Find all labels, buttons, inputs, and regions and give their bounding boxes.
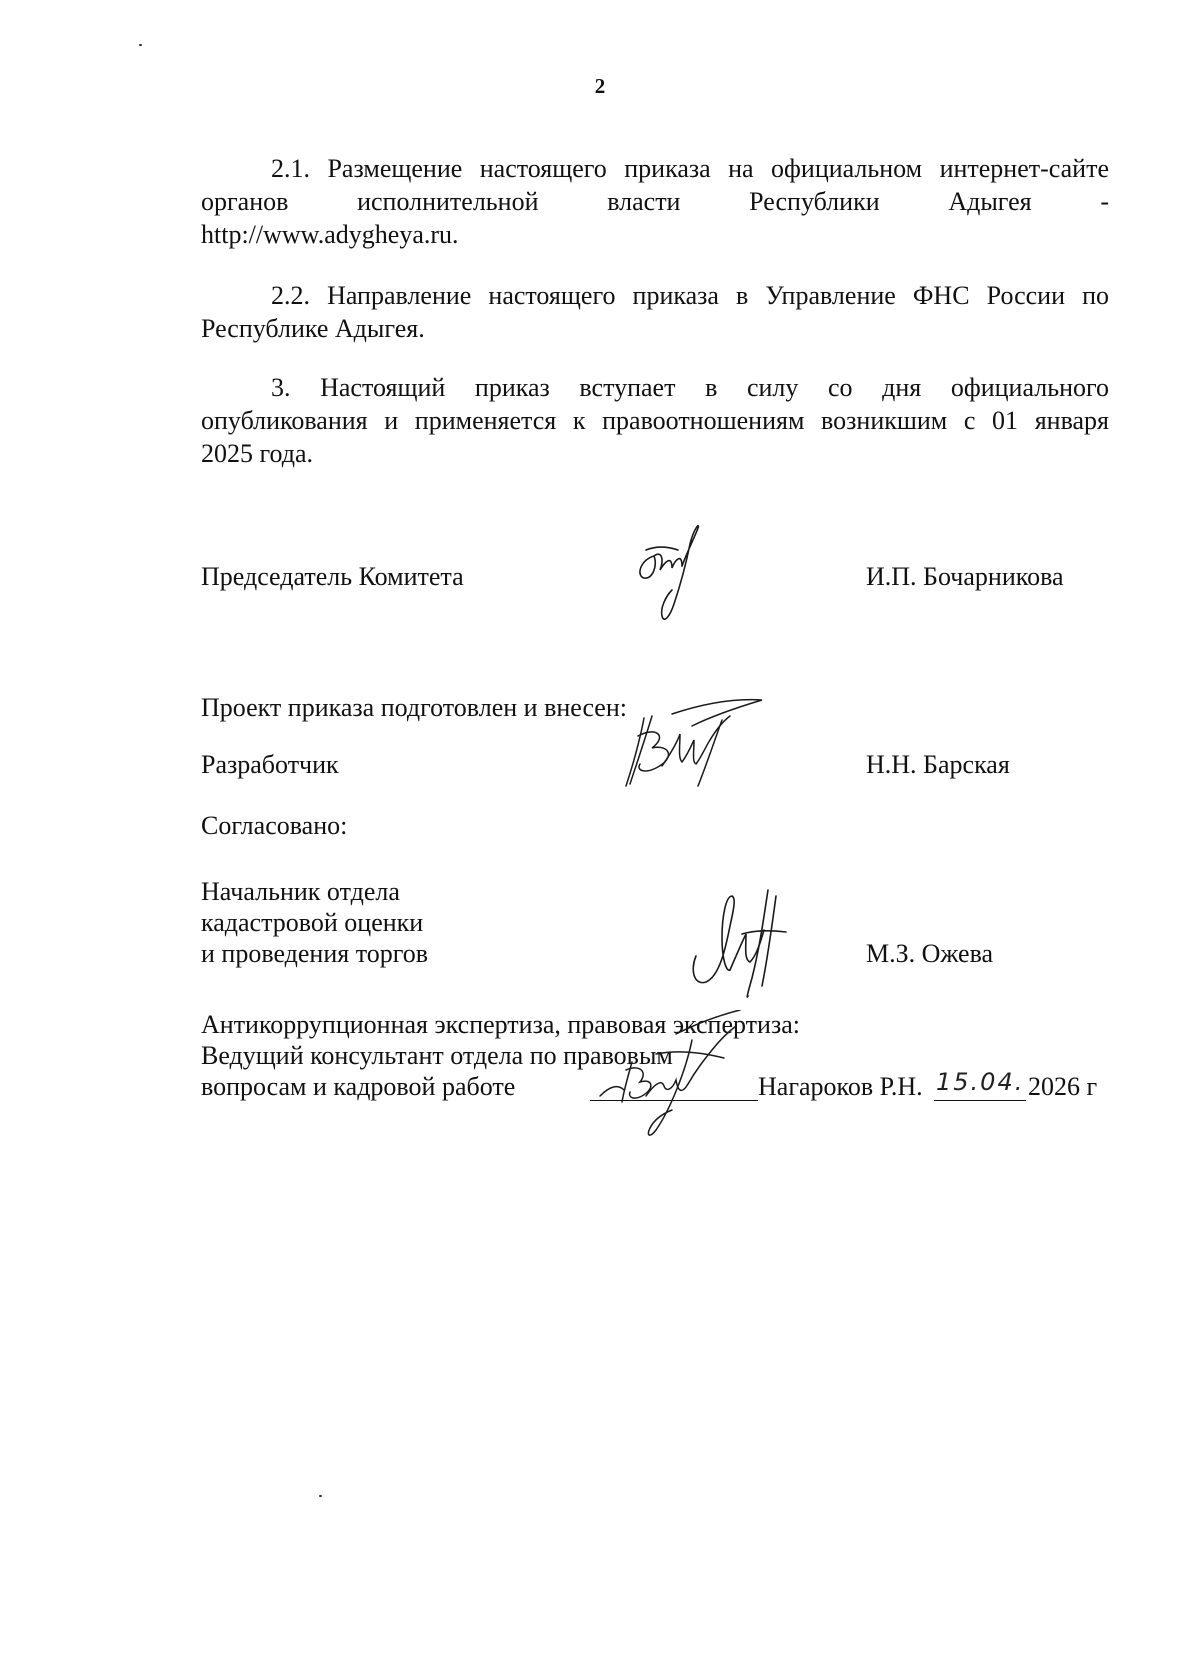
paragraph-2-1-line-3: http://www.adygheya.ru.: [201, 220, 459, 249]
developer-signature: [622, 696, 782, 806]
prepared-heading: Проект приказа подготовлен и внесен:: [201, 693, 627, 722]
page-number: 2: [594, 74, 606, 98]
year-suffix: 2026 г: [1028, 1072, 1098, 1101]
paragraph-2-1-line-1: 2.1. Размещение настоящего приказа на официальном интернет-сайте: [271, 154, 1109, 183]
developer-title: Разработчик: [201, 750, 339, 779]
expertise-heading: Антикоррупционная экспертиза, правовая экспертиза:: [201, 1010, 800, 1039]
chairman-name: И.П. Бочарникова: [866, 562, 1064, 591]
date-line: [934, 1100, 1026, 1101]
head-name: М.З. Ожева: [866, 939, 994, 968]
chairman-signature: [632, 520, 712, 630]
paragraph-2-1-line-2: органов исполнительной власти Республики Адыгея -: [201, 187, 1109, 216]
consultant-name: Нагароков Р.Н.: [758, 1072, 923, 1101]
head-title-line-3: и проведения торгов: [201, 939, 429, 968]
consultant-title-line-2: вопросам и кадровой работе: [201, 1072, 516, 1101]
scan-speck: [139, 44, 142, 46]
chairman-title: Председатель Комитета: [201, 562, 464, 591]
paragraph-3-line-2: опубликования и применяется к правоотношениям возникшим с 01 января: [201, 406, 1109, 435]
consultant-title-line-1: Ведущий консультант отдела по правовым: [201, 1041, 673, 1070]
paragraph-2-2-line-1: 2.2. Направление настоящего приказа в Управление ФНС России по: [271, 281, 1109, 310]
head-title-line-2: кадастровой оценки: [201, 908, 424, 937]
developer-name: Н.Н. Барская: [866, 750, 1010, 779]
handwritten-date: 15.04.: [936, 1068, 1025, 1096]
paragraph-3-line-1: 3. Настоящий приказ вступает в силу со дня официального: [271, 373, 1109, 402]
head-signature: [686, 886, 796, 1006]
head-title-line-1: Начальник отдела: [201, 877, 400, 906]
consultant-signature: [596, 1010, 746, 1140]
paragraph-2-2-line-2: Республике Адыгея.: [201, 314, 425, 343]
paragraph-3-line-3: 2025 года.: [201, 439, 314, 468]
agreed-heading: Согласовано:: [201, 811, 348, 840]
scan-speck: [319, 1495, 322, 1497]
